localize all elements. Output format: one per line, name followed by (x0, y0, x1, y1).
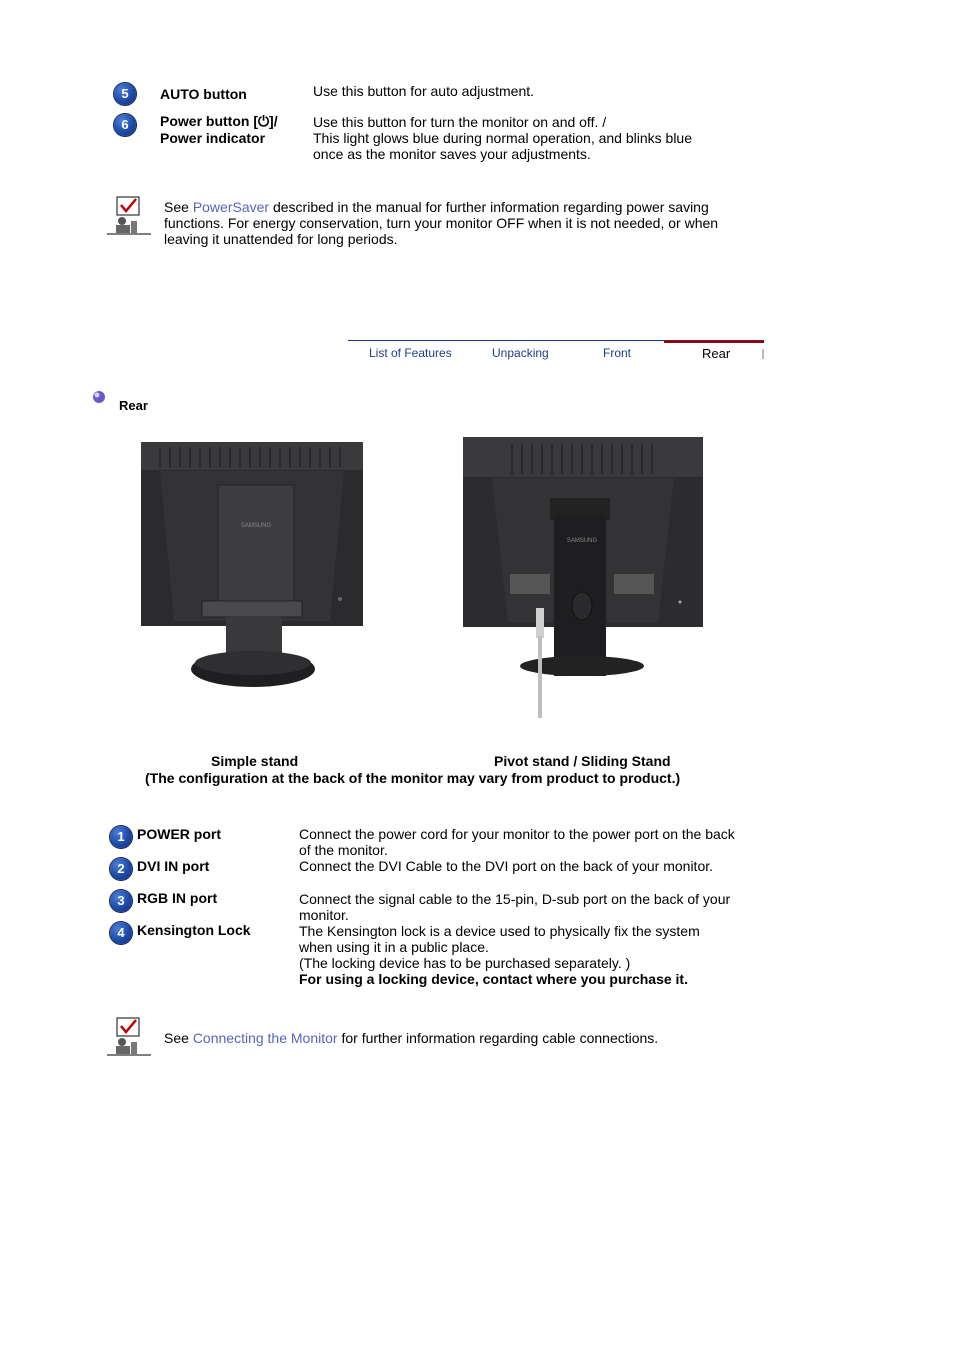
dvi-port-desc: Connect the DVI Cable to the DVI port on the back of your monitor. (299, 858, 714, 874)
section-title: Rear (119, 398, 148, 413)
kensington-desc-2: when using it in a public place. (299, 939, 489, 955)
connecting-monitor-link[interactable]: Connecting the Monitor (192, 1030, 338, 1046)
rgb-port-desc-1: Connect the signal cable to the 15-pin, D-sub port on the back of your (299, 891, 731, 907)
svg-text:SAMSUNG: SAMSUNG (240, 523, 272, 529)
caption-simple-stand: Simple stand (211, 753, 299, 769)
tab-end-mark (762, 349, 764, 359)
svg-text:SAMSUNG: SAMSUNG (566, 538, 598, 544)
tab-list-of-features[interactable]: List of Features (369, 346, 452, 360)
kensington-desc-3: (The locking device has to be purchased separately. ) (299, 955, 631, 971)
tab-bar-line (348, 340, 664, 341)
kensington-lock-label: Kensington Lock (137, 922, 251, 938)
number-badge-2: 2 (110, 858, 132, 880)
tab-active-line (664, 340, 764, 343)
number-badge-5: 5 (114, 83, 136, 105)
note-check-icon (107, 1016, 151, 1056)
auto-button-desc: Use this button for auto adjustment. (313, 83, 535, 99)
tab-unpacking[interactable]: Unpacking (492, 346, 549, 360)
note1-line3: leaving it unattended for long periods. (164, 231, 398, 247)
number-badge-1: 1 (110, 826, 132, 848)
powersaver-link[interactable]: PowerSaver (192, 199, 270, 215)
number-badge-6: 6 (114, 114, 136, 136)
monitor-rear-simple-stand-image (140, 441, 365, 691)
number-badge-4: 4 (110, 922, 132, 944)
power-button-desc-3: once as the monitor saves your adjustments. (313, 146, 591, 162)
number-badge-3: 3 (110, 890, 132, 912)
auto-button-label: AUTO button (160, 86, 247, 102)
note2-text: See Connecting the Monitor for further information regarding cable connections. (164, 1030, 659, 1046)
power-port-desc-1: Connect the power cord for your monitor to the power port on the back (299, 826, 735, 842)
dvi-port-label: DVI IN port (137, 858, 210, 874)
power-port-desc-2: of the monitor. (299, 842, 388, 858)
power-button-desc-2: This light glows blue during normal operation, and blinks blue (313, 130, 692, 146)
rgb-port-desc-2: monitor. (299, 907, 349, 923)
power-button-label: Power button [⏻]/ (160, 113, 278, 129)
note-check-icon (107, 195, 151, 235)
rgb-port-label: RGB IN port (137, 890, 218, 906)
kensington-desc-1: The Kensington lock is a device used to physically fix the system (299, 923, 700, 939)
caption-configuration-note: (The configuration at the back of the monitor may vary from product to product.) (145, 770, 681, 786)
note1-line1: See PowerSaver described in the manual for further information regarding power saving (164, 199, 709, 215)
monitor-rear-pivot-stand-image (462, 436, 706, 721)
bullet-icon (92, 390, 106, 404)
caption-pivot-stand: Pivot stand / Sliding Stand (494, 753, 671, 769)
kensington-desc-bold: For using a locking device, contact where you purchase it. (299, 971, 688, 987)
note1-line2: functions. For energy conservation, turn your monitor OFF when it is not needed, or when (164, 215, 719, 231)
power-button-desc-1: Use this button for turn the monitor on and off. / (313, 114, 607, 130)
power-indicator-label: Power indicator (160, 130, 266, 146)
power-port-label: POWER port (137, 826, 221, 842)
tab-rear[interactable]: Rear (702, 346, 731, 361)
tab-front[interactable]: Front (603, 346, 632, 360)
